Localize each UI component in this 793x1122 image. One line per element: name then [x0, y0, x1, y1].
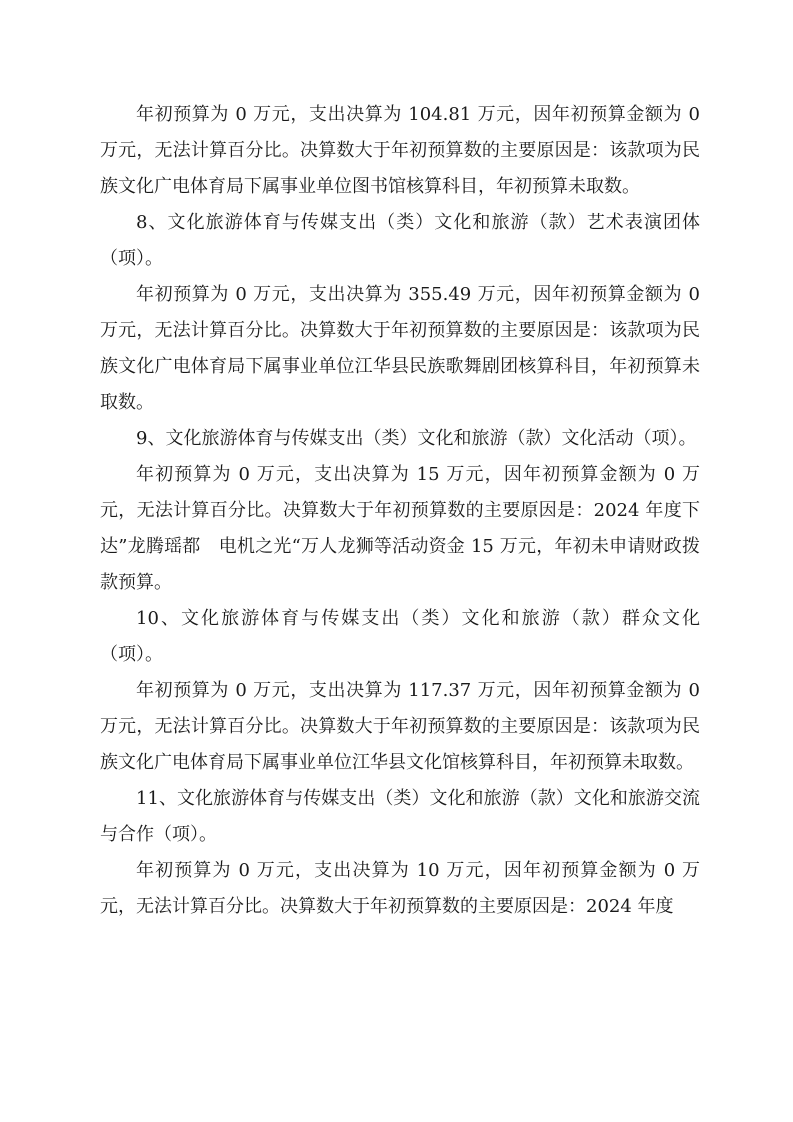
- paragraph-exchange-cooperation-explanation: 年初预算为 0 万元，支出决算为 10 万元，因年初预算金额为 0 万元，无法计算百分比。决算数大于年初预算数的主要原因是：2024 年度: [100, 860, 700, 917]
- heading-item-11: 11、文化旅游体育与传媒支出（类）文化和旅游（款）文化和旅游交流与合作（项）。: [100, 788, 700, 845]
- paragraph-performance-troupe-explanation: 年初预算为 0 万元，支出决算为 355.49 万元，因年初预算金额为 0 万元，无法计算百分比。决算数大于年初预算数的主要原因是：该款项为民族文化广电体育局下属事业单位江华县民族歌舞剧团核算科目，年初预算未取数。: [100, 284, 700, 413]
- heading-item-8: 8、文化旅游体育与传媒支出（类）文化和旅游（款）艺术表演团体（项）。: [100, 212, 700, 269]
- paragraph-cultural-activities-explanation: 年初预算为 0 万元，支出决算为 15 万元，因年初预算金额为 0 万元，无法计算百分比。决算数大于年初预算数的主要原因是：2024 年度下达”龙腾瑶都 电机之光“万人龙狮等活动资金 15 万元，年初未申请财政拨款预算。: [100, 464, 700, 593]
- paragraph-library-explanation: 年初预算为 0 万元，支出决算为 104.81 万元，因年初预算金额为 0 万元，无法计算百分比。决算数大于年初预算数的主要原因是：该款项为民族文化广电体育局下属事业单位图书馆核算科目，年初预算未取数。: [100, 104, 700, 197]
- heading-item-10: 10、文化旅游体育与传媒支出（类）文化和旅游（款）群众文化（项）。: [100, 608, 700, 665]
- document-body: [100, 97, 700, 925]
- paragraph-mass-culture-explanation: 年初预算为 0 万元，支出决算为 117.37 万元，因年初预算金额为 0 万元，无法计算百分比。决算数大于年初预算数的主要原因是：该款项为民族文化广电体育局下属事业单位江华县文化馆核算科目，年初预算未取数。: [100, 680, 700, 773]
- heading-item-9: 9、文化旅游体育与传媒支出（类）文化和旅游（款）文化活动（项）。: [136, 428, 697, 449]
